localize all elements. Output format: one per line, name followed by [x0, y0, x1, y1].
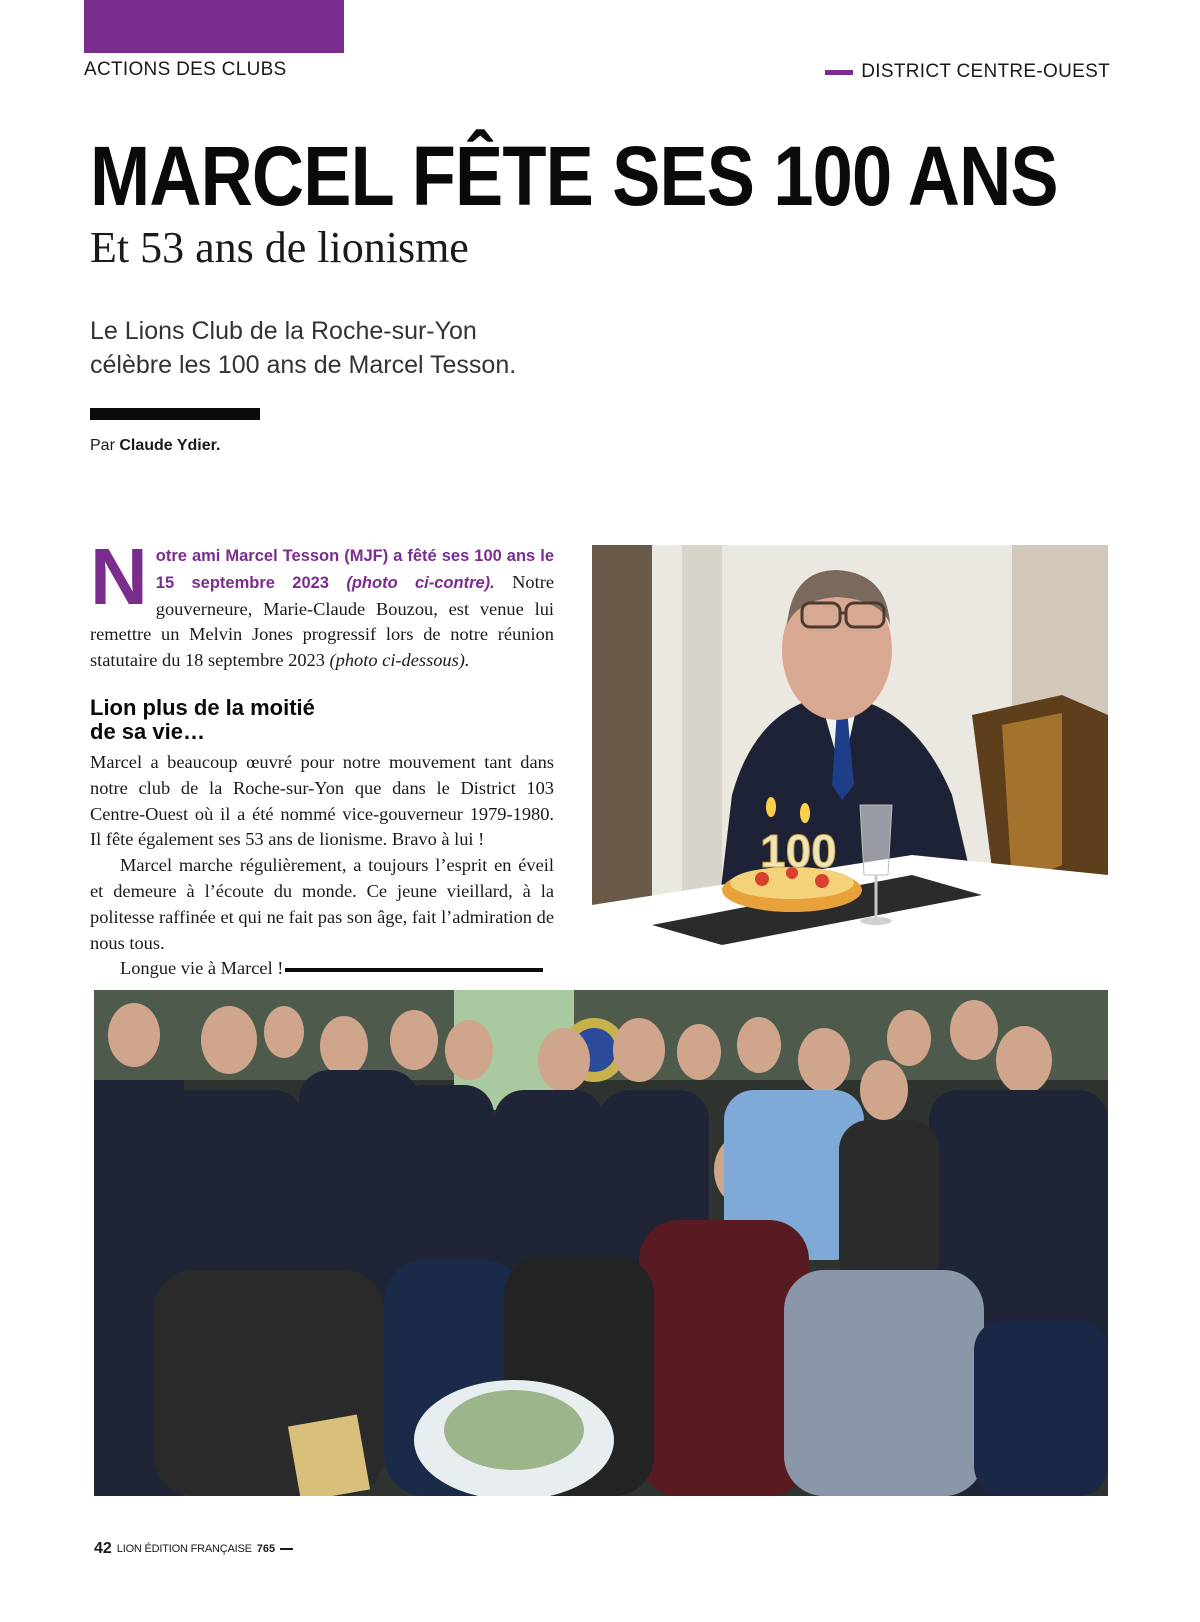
- group-photo-illustration: [94, 990, 1108, 1496]
- section-label: ACTIONS DES CLUBS: [84, 59, 287, 80]
- subheading-line-1: Lion plus de la moitié: [90, 694, 315, 720]
- lead-text: otre ami Marcel Tesson (MJF) a fêté ses 100 ans le 15 septembre 2023: [155, 547, 554, 592]
- paragraph-career: Marcel a beaucoup œuvré pour notre mouvement tant dans notre club de la Roche-sur-Yon que dans le District 103 Centre-Ouest où il a été nommé vice-gouverneur 1979-1980. Il fête également ses 53 ans de lionisme. Bravo à lui !: [90, 751, 554, 850]
- paragraph-closing: [90, 956, 554, 982]
- standfirst-line-2: célèbre les 100 ans de Marcel Tesson.: [90, 351, 517, 379]
- subheading: [90, 696, 554, 744]
- section-color-bar: [84, 0, 344, 53]
- page-title: MARCEL FÊTE SES 100 ANS: [90, 129, 1058, 223]
- cake-candles-number: 100: [760, 825, 837, 877]
- magazine-name: LION ÉDITION FRANÇAISE: [116, 1543, 252, 1555]
- district-label: [825, 61, 1110, 83]
- page-footer: [94, 1540, 293, 1558]
- district-text: DISTRICT CENTRE-OUEST: [861, 61, 1110, 82]
- end-rule: [285, 968, 543, 972]
- paragraph-portrait: Marcel marche régulièrement, a toujours l’esprit en éveil et demeure à l’écoute du monde. Ce jeune vieillard, à la politesse raffinée et qui ne fait pas son âge, fait l’admiration de nous tous.: [90, 855, 554, 953]
- footer-dash: [280, 1548, 293, 1550]
- standfirst: [90, 314, 710, 382]
- cake-photo-illustration: [592, 545, 1108, 966]
- intro-text: Notre gouverneure, Marie-Claude Bouzou, est venue lui remettre un Melvin Jones progressif lors de notre réunion statutaire du 18 septembre 2023: [90, 571, 554, 671]
- drop-cap: N: [90, 532, 148, 621]
- photo-marcel-birthday-cake: [592, 545, 1108, 966]
- closing-text: Longue vie à Marcel !: [120, 958, 284, 979]
- page-subtitle: Et 53 ans de lionisme: [90, 223, 469, 272]
- issue-number: 765: [256, 1543, 276, 1555]
- subheading-line-2: de sa vie…: [90, 718, 205, 744]
- intro-photo-ref: (photo ci-dessous).: [329, 650, 470, 671]
- district-dash: [825, 70, 853, 75]
- title-rule: [90, 408, 260, 420]
- page-number: 42: [94, 1540, 112, 1557]
- byline-prefix: Par: [90, 437, 115, 454]
- byline: [90, 437, 220, 455]
- photo-club-group: [94, 990, 1108, 1496]
- byline-author: Claude Ydier.: [119, 437, 221, 454]
- article-body: [90, 532, 554, 982]
- standfirst-line-1: Le Lions Club de la Roche-sur-Yon: [90, 317, 477, 345]
- paragraph-intro: [90, 532, 554, 674]
- lead-photo-ref: (photo ci-contre).: [346, 573, 495, 592]
